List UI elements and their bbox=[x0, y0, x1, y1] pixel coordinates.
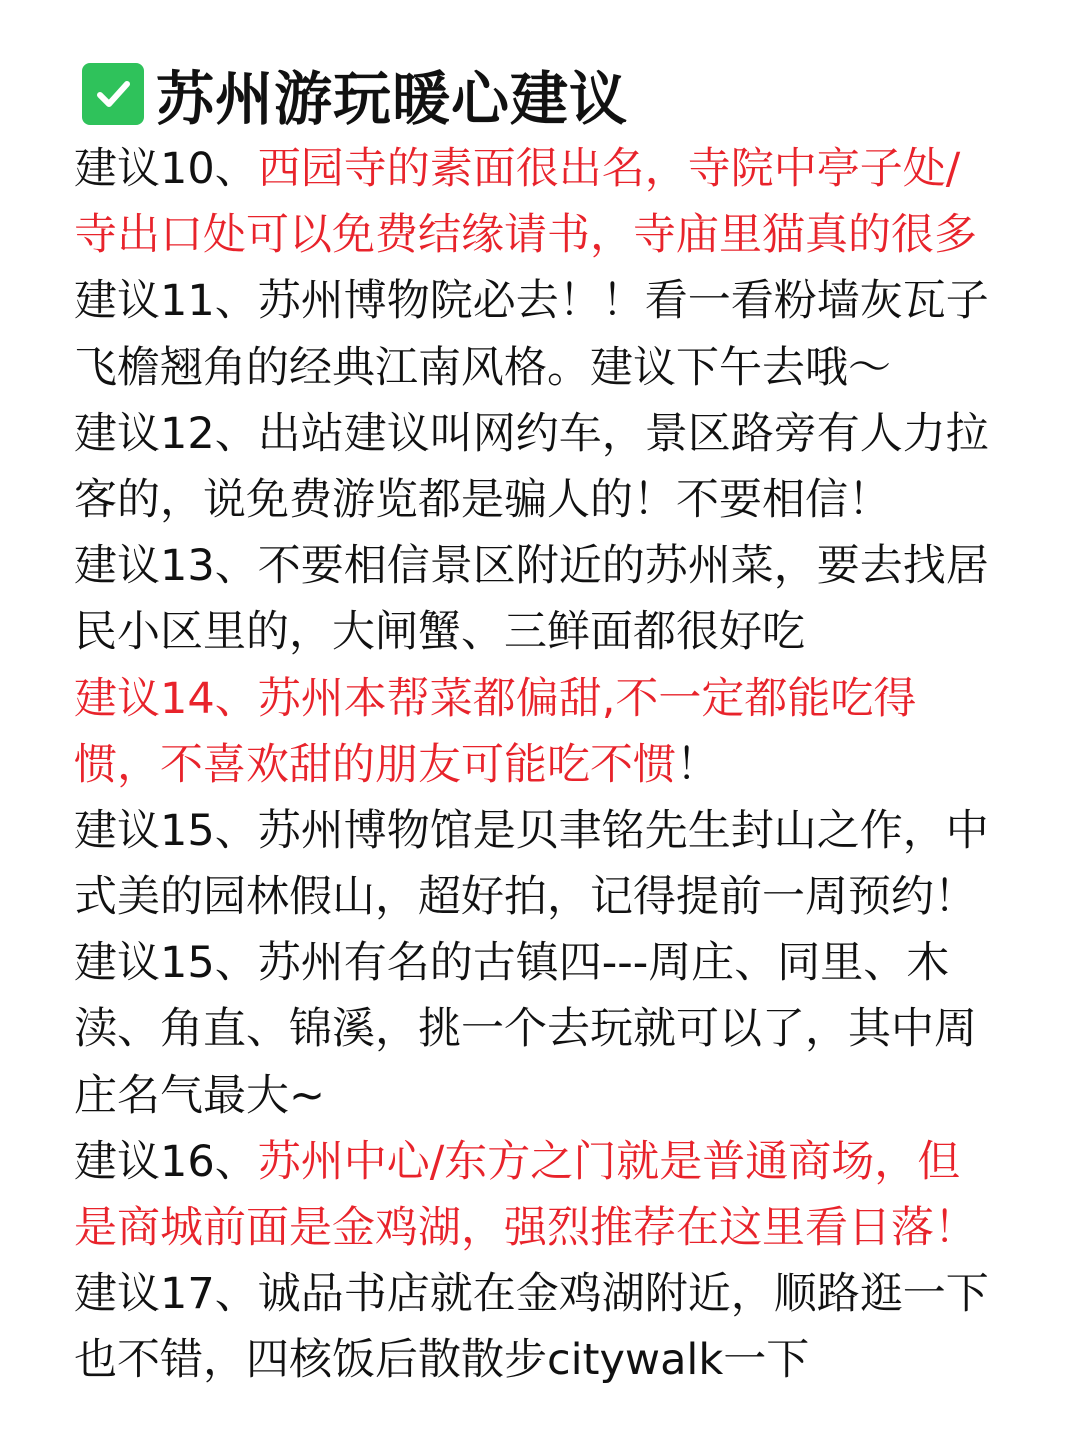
body-text: 建议12、出站建议叫网约车，景区路旁有人力拉 bbox=[74, 408, 989, 459]
body-text: 民小区里的，大闸蟹、三鲜面都很好吃 bbox=[74, 607, 805, 658]
text-line bbox=[74, 798, 1014, 864]
highlight-text: 西园寺的素面很出名，寺院中亭子处/ bbox=[257, 144, 961, 194]
highlight-text: 是商城前面是金鸡湖，强烈推荐在这里看日落！ bbox=[74, 1203, 977, 1253]
text-line bbox=[74, 1063, 1014, 1129]
tips-body bbox=[74, 136, 1014, 1394]
title-row bbox=[82, 58, 629, 133]
body-text: 建议15、苏州博物馆是贝聿铭先生封山之作，中 bbox=[74, 805, 989, 856]
text-line bbox=[74, 202, 1014, 268]
body-text: 建议16、 bbox=[74, 1136, 258, 1187]
text-line bbox=[74, 599, 1014, 665]
body-text: 建议17、诚品书店就在金鸡湖附近，顺路逛一下 bbox=[74, 1269, 989, 1320]
text-line bbox=[74, 533, 1014, 599]
text-line bbox=[74, 996, 1014, 1062]
checkbox-checked-icon bbox=[82, 63, 144, 125]
body-text: 建议10、 bbox=[74, 144, 258, 194]
text-line bbox=[74, 335, 1014, 401]
page-title: 苏州游玩暖心建议 bbox=[156, 65, 629, 133]
body-text: ！ bbox=[676, 739, 719, 790]
text-line bbox=[74, 268, 1014, 334]
text-line bbox=[74, 864, 1014, 930]
text-line bbox=[74, 1261, 1014, 1327]
highlight-text: 寺出口处可以免费结缘请书，寺庙里猫真的很多 bbox=[74, 210, 977, 261]
body-text: 建议11、苏州博物院必去！！看一看粉墙灰瓦子 bbox=[74, 276, 989, 327]
body-text: 客的，说免费游览都是骗人的！不要相信！ bbox=[74, 474, 891, 525]
text-line bbox=[74, 136, 1014, 202]
text-line bbox=[74, 732, 1014, 798]
body-text: 飞檐翘角的经典江南风格。建议下午去哦～ bbox=[74, 342, 891, 393]
text-line bbox=[74, 666, 1014, 732]
highlight-text: 惯，不喜欢甜的朋友可能吃不惯 bbox=[74, 739, 676, 790]
text-line bbox=[74, 467, 1014, 533]
body-text: 建议15、苏州有名的古镇四---周庄、同里、木 bbox=[74, 938, 950, 989]
text-line bbox=[74, 1129, 1014, 1195]
body-text: 建议13、不要相信景区附近的苏州菜，要去找居 bbox=[74, 541, 989, 592]
text-line bbox=[74, 1327, 1014, 1393]
highlight-text: 苏州中心/东方之门就是普通商场，但 bbox=[257, 1136, 961, 1187]
text-line bbox=[74, 1195, 1014, 1261]
text-line bbox=[74, 401, 1014, 467]
body-text: 渎、角直、锦溪，挑一个去玩就可以了，其中周 bbox=[74, 1004, 977, 1055]
text-line bbox=[74, 930, 1014, 996]
body-text: 也不错，四核饭后散散步citywalk一下 bbox=[74, 1335, 810, 1386]
body-text: 式美的园林假山，超好拍，记得提前一周预约！ bbox=[74, 872, 977, 923]
body-text: 庄名气最大~ bbox=[74, 1070, 326, 1121]
highlight-text: 建议14、苏州本帮菜都偏甜,不一定都能吃得 bbox=[74, 673, 917, 724]
